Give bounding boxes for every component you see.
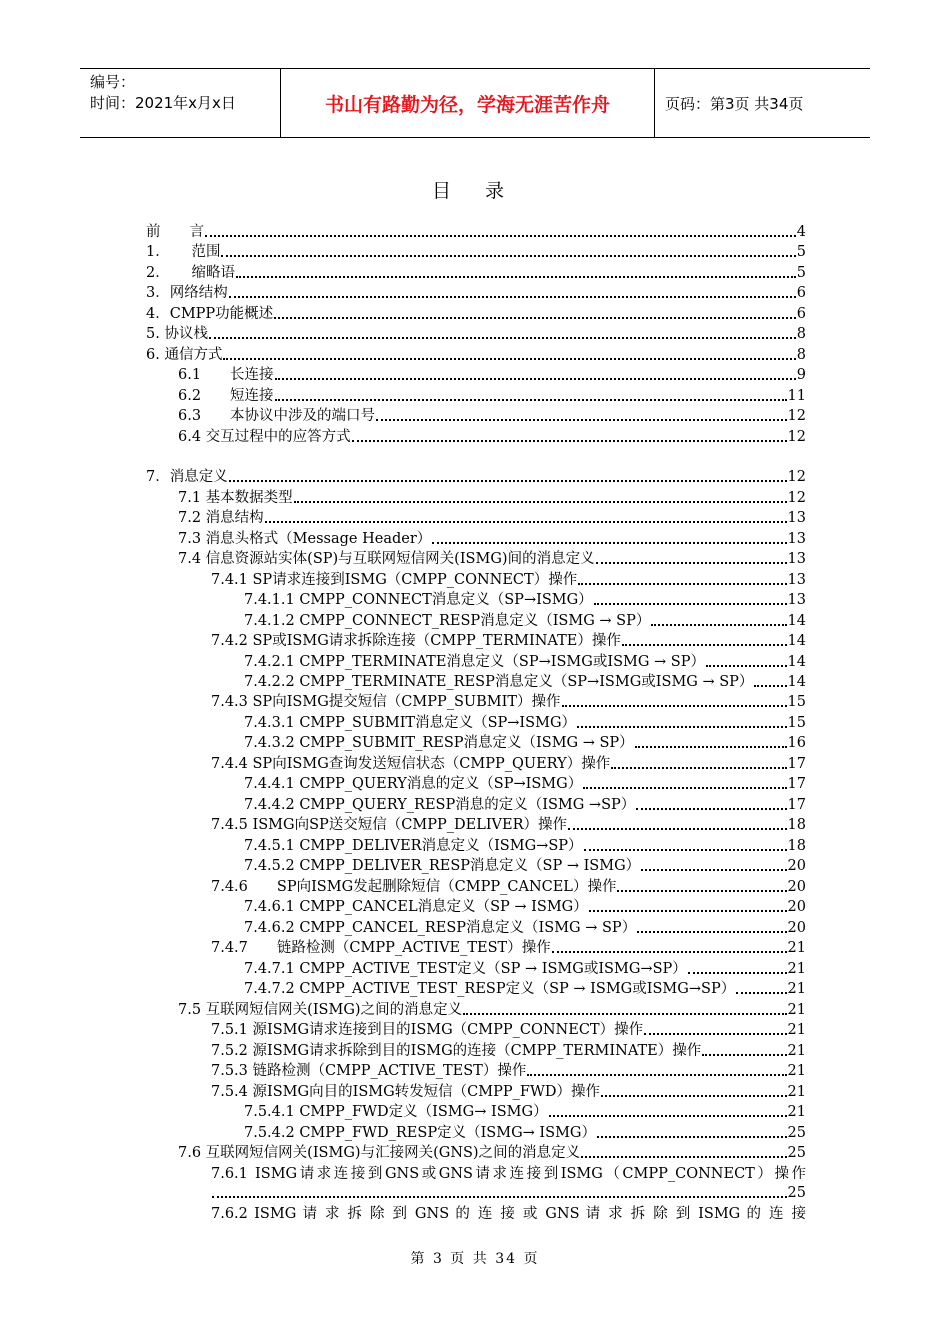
toc-entry-label: 7.5 互联网短信网关(ISMG)之间的消息定义 [178, 1002, 463, 1018]
toc-entry-label: 7.4.6 SP向ISMG发起删除短信（CMPP_CANCEL）操作 [211, 879, 617, 895]
toc-entry[interactable] [178, 365, 806, 385]
toc-entry-label: 7.5.4.1 CMPP_FWD定义（ISMG→ ISMG） [244, 1104, 548, 1120]
toc-leader-dots [212, 1194, 787, 1198]
toc-leader-dots [577, 724, 787, 728]
toc-leader-dots [688, 970, 787, 974]
toc-leader-dots [229, 478, 787, 482]
toc-entry-page: 12 [787, 408, 806, 424]
toc-entry[interactable] [211, 938, 806, 958]
toc-entry[interactable] [244, 713, 806, 733]
toc-entry-page: 6 [796, 285, 806, 301]
toc-leader-dots [597, 1134, 787, 1138]
toc-leader-dots [702, 1052, 786, 1056]
toc-entry-page: 20 [787, 858, 806, 874]
toc-entry-label: 7.6 互联网短信网关(ISMG)与汇接网关(GNS)之间的消息定义 [178, 1145, 581, 1161]
toc-entry[interactable] [244, 672, 806, 692]
toc-entry-label: 7.4.4.1 CMPP_QUERY消息的定义（SP→ISMG） [244, 776, 583, 792]
toc-leader-dots [706, 663, 787, 667]
toc-entry-page: 25 [787, 1145, 806, 1161]
toc-entry-page: 5 [796, 244, 806, 260]
toc-entry-label: 7.4.5 ISMG向SP送交短信（CMPP_DELIVER）操作 [211, 817, 568, 833]
toc-entry-page: 14 [787, 674, 806, 690]
toc-leader-dots [463, 1011, 786, 1015]
toc-leader-dots [635, 744, 787, 748]
toc-entry-label: 7.1 基本数据类型 [178, 490, 293, 506]
toc-leader-dots [578, 581, 786, 585]
toc-entry-page: 21 [787, 1104, 806, 1120]
toc-entry-label: 6.1 长连接 [178, 367, 274, 383]
toc-entry[interactable] [244, 836, 806, 856]
toc-entry[interactable] [146, 324, 806, 344]
toc-entry[interactable] [211, 631, 806, 651]
toc-entry-page: 16 [787, 735, 806, 751]
toc-entry-page: 21 [787, 940, 806, 956]
toc-entry[interactable] [211, 1061, 806, 1081]
toc-entry-page: 12 [787, 469, 806, 485]
toc-entry[interactable] [178, 508, 806, 528]
toc-entry[interactable] [211, 1164, 806, 1184]
toc-entry-page: 14 [787, 654, 806, 670]
toc-entry-label: 5. 协议栈 [146, 326, 208, 342]
page-footer: 第 3 页 共 34 页 [410, 1251, 540, 1267]
toc-leader-dots [641, 867, 786, 871]
toc-entry-page: 9 [796, 367, 806, 383]
toc-entry-page: 21 [787, 1043, 806, 1059]
toc-entry-page: 15 [787, 715, 806, 731]
toc-entry-label: 7.4.4.2 CMPP_QUERY_RESP消息的定义（ISMG →SP） [244, 797, 636, 813]
toc-entry[interactable] [146, 345, 806, 365]
toc-entry-label: 7.4.2 SP或ISMG请求拆除连接（CMPP_TERMINATE）操作 [211, 633, 621, 649]
toc-leader-dots [617, 888, 786, 892]
toc-leader-dots [636, 806, 786, 810]
toc-leader-dots [651, 622, 786, 626]
toc-entry-label: 7.2 消息结构 [178, 510, 264, 526]
toc-entry[interactable] [244, 652, 806, 672]
toc-leader-dots [644, 1031, 786, 1035]
toc-entry[interactable] [244, 774, 806, 794]
toc-leader-dots [229, 294, 796, 298]
toc-leader-dots [589, 908, 787, 912]
toc-entry-label: 7.5.3 链路检测（CMPP_ACTIVE_TEST）操作 [211, 1063, 527, 1079]
toc-leader-dots [611, 765, 786, 769]
toc-leader-dots [527, 1072, 786, 1076]
toc-entry[interactable] [211, 1041, 806, 1061]
toc-entry-label: 7.4.7.1 CMPP_ACTIVE_TEST定义（SP → ISMG或ISMG→SP） [244, 961, 687, 977]
toc-entry[interactable] [146, 304, 806, 324]
toc-leader-dots [622, 642, 787, 646]
toc-entry-label: 6.3 本协议中涉及的端口号 [178, 408, 376, 424]
toc-entry[interactable] [211, 1204, 806, 1224]
toc-entry-page: 13 [787, 551, 806, 567]
toc-leader-dots [432, 540, 786, 544]
toc-entry[interactable] [244, 795, 806, 815]
toc-leader-dots [584, 847, 787, 851]
toc-entry-page: 21 [787, 981, 806, 997]
toc-leader-dots [601, 1093, 787, 1097]
toc-entry-label: 4．CMPP功能概述 [146, 306, 274, 322]
toc-entry[interactable] [178, 386, 806, 406]
toc-entry[interactable] [146, 263, 806, 283]
toc-entry-label: 2． 缩略语 [146, 265, 235, 281]
toc-entry-page: 20 [787, 920, 806, 936]
toc-entry-page: 18 [787, 838, 806, 854]
toc-entry-page: 15 [787, 694, 806, 710]
toc-entry[interactable] [244, 959, 806, 979]
toc-entry-page: 5 [796, 265, 806, 281]
toc-entry-label: 7.4.4 SP向ISMG查询发送短信状态（CMPP_QUERY）操作 [211, 756, 611, 772]
toc-entry[interactable] [211, 570, 806, 590]
toc-entry-page: 12 [787, 429, 806, 445]
toc-leader-dots [376, 417, 786, 421]
toc-entry-page: 25 [787, 1185, 806, 1201]
toc-entry[interactable] [178, 406, 806, 426]
toc-entry[interactable] [178, 529, 806, 549]
toc-entry[interactable] [244, 856, 806, 876]
toc-entry-page: 13 [787, 592, 806, 608]
toc-entry[interactable] [211, 754, 806, 774]
toc-entry-label: 7.4.7.2 CMPP_ACTIVE_TEST_RESP定义（SP → ISMG或ISMG→SP） [244, 981, 736, 997]
toc-entry-label: 6.2 短连接 [178, 388, 274, 404]
serial-label: 编号： [90, 73, 136, 91]
toc-leader-dots [209, 335, 796, 339]
toc-entry-page: 21 [787, 1084, 806, 1100]
toc-entry-label: 前 言 [146, 224, 204, 240]
toc-entry-label: 7.4.6.2 CMPP_CANCEL_RESP消息定义（ISMG → SP） [244, 920, 637, 936]
toc-entry-page: 20 [787, 879, 806, 895]
toc-entry[interactable] [244, 590, 806, 610]
toc-entry-label: 7.4.6.1 CMPP_CANCEL消息定义（SP → ISMG） [244, 899, 588, 915]
toc-entry-page: 13 [787, 531, 806, 547]
toc-entry-page: 17 [787, 797, 806, 813]
toc-entry[interactable] [244, 733, 806, 753]
toc-entry[interactable] [244, 611, 806, 631]
toc-leader-dots [637, 929, 786, 933]
toc-entry-page: 12 [787, 490, 806, 506]
toc-entry-label: 7．消息定义 [146, 469, 228, 485]
toc-entry[interactable] [244, 979, 806, 999]
toc-entry-label: 7.6.2 ISMG 请 求 拆 除 到 GNS 的 连 接 或 GNS 请 求 拆 除 到 ISMG 的 连 接 [211, 1206, 806, 1222]
toc-entry[interactable] [211, 815, 806, 835]
toc-title: 目 录 [431, 180, 519, 202]
toc-entry-label: 7.4.1.1 CMPP_CONNECT消息定义（SP→ISMG） [244, 592, 593, 608]
toc-leader-dots [568, 826, 787, 830]
toc-entry-label: 7.3 消息头格式（Message Header） [178, 531, 432, 547]
toc-leader-dots [583, 785, 786, 789]
toc-entry-page: 21 [787, 1063, 806, 1079]
toc-entry-label: 7.4 信息资源站实体(SP)与互联网短信网关(ISMG)间的消息定义 [178, 551, 595, 567]
toc-entry-label: 7.4.3.2 CMPP_SUBMIT_RESP消息定义（ISMG → SP） [244, 735, 634, 751]
toc-entry-page: 21 [787, 961, 806, 977]
toc-entry[interactable] [178, 1143, 806, 1163]
toc-entry[interactable] [178, 549, 806, 569]
toc-entry[interactable] [244, 1102, 806, 1122]
toc-leader-dots [552, 949, 787, 953]
toc-entry-page: 21 [787, 1002, 806, 1018]
toc-entry-page: 21 [787, 1022, 806, 1038]
toc-entry-label: 7.4.3.1 CMPP_SUBMIT消息定义（SP→ISMG） [244, 715, 577, 731]
toc-leader-dots [223, 356, 795, 360]
toc-entry[interactable] [178, 427, 806, 447]
toc-entry-page: 8 [796, 326, 806, 342]
toc-entry-label: 7.4.1 SP请求连接到ISMG（CMPP_CONNECT）操作 [211, 572, 578, 588]
toc-entry-page: 6 [796, 306, 806, 322]
toc-entry-label: 7.5.4.2 CMPP_FWD_RESP定义（ISMG→ ISMG） [244, 1125, 597, 1141]
toc-entry[interactable] [244, 897, 806, 917]
toc-leader-dots [549, 1113, 787, 1117]
toc-entry-page: 13 [787, 572, 806, 588]
toc-entry-label: 7.4.3 SP向ISMG提交短信（CMPP_SUBMIT）操作 [211, 694, 561, 710]
toc-entry-label: 7.5.1 源ISMG请求连接到目的ISMG（CMPP_CONNECT）操作 [211, 1022, 644, 1038]
header-page-label: 页码：第3页 共34页 [665, 94, 804, 113]
toc-entry[interactable] [211, 1183, 806, 1203]
toc-entry-label: 3．网络结构 [146, 285, 228, 301]
toc-entry-page: 25 [787, 1125, 806, 1141]
toc-entry-page: 14 [787, 633, 806, 649]
toc-entry[interactable] [146, 242, 806, 262]
toc-entry[interactable] [211, 1082, 806, 1102]
toc-leader-dots [205, 233, 796, 237]
toc-entry[interactable] [211, 1020, 806, 1040]
toc-entry-page: 17 [787, 776, 806, 792]
toc-entry[interactable] [146, 467, 806, 487]
toc-leader-dots [596, 560, 787, 564]
toc-entry-label: 6.4 交互过程中的应答方式 [178, 429, 351, 445]
toc-leader-dots [594, 601, 787, 605]
toc-entry-label: 7.4.5.2 CMPP_DELIVER_RESP消息定义（SP → ISMG） [244, 858, 641, 874]
toc-entry-label: 7.4.2.2 CMPP_TERMINATE_RESP消息定义（SP→ISMG或ISMG → SP） [244, 674, 754, 690]
toc-entry-page: 11 [787, 388, 806, 404]
toc-entry-label: 1． 范围 [146, 244, 221, 260]
header-motto: 书山有路勤为径，学海无涯苦作舟 [281, 69, 655, 137]
toc-leader-dots [562, 703, 787, 707]
toc-leader-dots [265, 519, 787, 523]
toc-leader-dots [274, 315, 796, 319]
toc-entry[interactable] [244, 918, 806, 938]
toc-entry-label: 7.4.2.1 CMPP_TERMINATE消息定义（SP→ISMG或ISMG → SP） [244, 654, 705, 670]
toc-entry-label: 7.4.7 链路检测（CMPP_ACTIVE_TEST）操作 [211, 940, 551, 956]
toc-leader-dots [221, 253, 795, 257]
toc-entry-label: 7.5.4 源ISMG向目的ISMG转发短信（CMPP_FWD）操作 [211, 1084, 600, 1100]
toc-leader-dots [581, 1154, 786, 1158]
toc-entry[interactable] [178, 488, 806, 508]
header-left-cell [80, 69, 281, 137]
toc-entry[interactable] [146, 222, 806, 242]
toc-entry-label: 7.4.5.1 CMPP_DELIVER消息定义（ISMG→SP） [244, 838, 583, 854]
toc-leader-dots [352, 438, 787, 442]
page-header [80, 68, 870, 138]
toc-leader-dots [275, 397, 787, 401]
toc-entry-label: 7.6.1 ISMG请求连接到GNS或GNS请求连接到ISMG（CMPP_CONNECT）操作 [211, 1166, 806, 1182]
toc-entry[interactable] [178, 1000, 806, 1020]
toc-entry-page: 18 [787, 817, 806, 833]
toc-entry-page: 8 [796, 347, 806, 363]
toc-entry[interactable] [211, 692, 806, 712]
date-label: 时间：2021年x月x日 [90, 94, 236, 112]
toc-leader-dots [754, 683, 786, 687]
toc-entry-page: 20 [787, 899, 806, 915]
toc-entry[interactable] [146, 283, 806, 303]
toc-entry[interactable] [244, 1123, 806, 1143]
toc-entry-page: 17 [787, 756, 806, 772]
toc-entry-page: 14 [787, 613, 806, 629]
toc-entry-page: 4 [796, 224, 806, 240]
toc-leader-dots [275, 376, 796, 380]
toc-entry-label: 6. 通信方式 [146, 347, 223, 363]
toc-leader-dots [236, 274, 796, 278]
toc-leader-dots [736, 990, 786, 994]
toc-entry-page: 13 [787, 510, 806, 526]
toc-entry-label: 7.4.1.2 CMPP_CONNECT_RESP消息定义（ISMG → SP） [244, 613, 651, 629]
toc-entry[interactable] [211, 877, 806, 897]
toc-entry-label: 7.5.2 源ISMG请求拆除到目的ISMG的连接（CMPP_TERMINATE）操作 [211, 1043, 702, 1059]
toc-leader-dots [294, 499, 787, 503]
